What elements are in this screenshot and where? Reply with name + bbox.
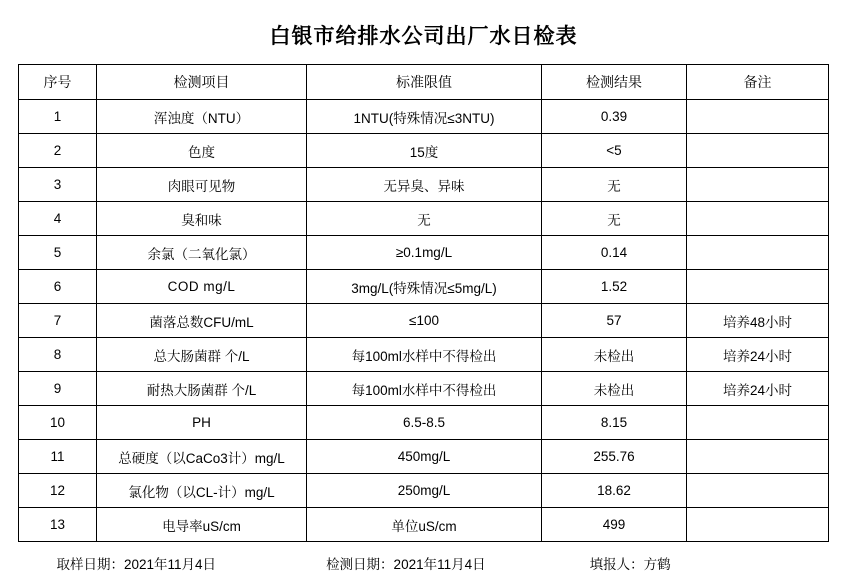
cell-result: 0.14 — [542, 236, 687, 270]
cell-item: 电导率uS/cm — [97, 508, 307, 542]
table-row — [19, 270, 829, 304]
cell-limit: 无 — [307, 202, 542, 236]
cell-result: 1.52 — [542, 270, 687, 304]
cell-remark: 培养24小时 — [687, 338, 829, 372]
table-row — [19, 474, 829, 508]
column-header-result: 检测结果 — [542, 65, 687, 100]
cell-no: 9 — [19, 372, 97, 406]
cell-limit: 6.5-8.5 — [307, 406, 542, 440]
cell-item: 耐热大肠菌群 个/L — [97, 372, 307, 406]
cell-result: 57 — [542, 304, 687, 338]
cell-remark — [687, 406, 829, 440]
sample-date: 取样日期：2021年11月4日 — [56, 557, 217, 572]
page-title: 白银市给排水公司出厂水日检表 — [269, 25, 578, 48]
cell-item: 氯化物（以CL-计）mg/L — [97, 474, 307, 508]
cell-limit: 1NTU(特殊情况≤3NTU) — [307, 100, 542, 134]
cell-item: 浑浊度（NTU） — [97, 100, 307, 134]
table-row — [19, 236, 829, 270]
cell-item: 色度 — [97, 134, 307, 168]
cell-limit: 每100ml水样中不得检出 — [307, 372, 542, 406]
cell-limit: 每100ml水样中不得检出 — [307, 338, 542, 372]
cell-result: 未检出 — [542, 338, 687, 372]
cell-remark — [687, 508, 829, 542]
cell-no: 8 — [19, 338, 97, 372]
water-quality-table — [18, 64, 829, 542]
cell-limit: 单位uS/cm — [307, 508, 542, 542]
cell-result: 0.39 — [542, 100, 687, 134]
table-row — [19, 338, 829, 372]
cell-no: 4 — [19, 202, 97, 236]
cell-remark: 培养48小时 — [687, 304, 829, 338]
cell-item: COD mg/L — [97, 270, 307, 304]
cell-no: 1 — [19, 100, 97, 134]
cell-remark — [687, 474, 829, 508]
cell-result: 未检出 — [542, 372, 687, 406]
cell-no: 10 — [19, 406, 97, 440]
cell-item: 余氯（二氧化氯） — [97, 236, 307, 270]
table-row — [19, 134, 829, 168]
cell-remark — [687, 236, 829, 270]
cell-no: 6 — [19, 270, 97, 304]
cell-limit: 无异臭、异味 — [307, 168, 542, 202]
cell-remark — [687, 100, 829, 134]
cell-limit: 3mg/L(特殊情况≤5mg/L) — [307, 270, 542, 304]
cell-no: 7 — [19, 304, 97, 338]
cell-result: 499 — [542, 508, 687, 542]
column-header-limit: 标准限值 — [307, 65, 542, 100]
cell-result: 18.62 — [542, 474, 687, 508]
cell-limit: 250mg/L — [307, 474, 542, 508]
column-header-no: 序号 — [19, 65, 97, 100]
table-row — [19, 372, 829, 406]
table-row — [19, 508, 829, 542]
cell-item: 总大肠菌群 个/L — [97, 338, 307, 372]
cell-item: 臭和味 — [97, 202, 307, 236]
table-row — [19, 100, 829, 134]
cell-no: 12 — [19, 474, 97, 508]
cell-remark — [687, 440, 829, 474]
cell-limit: 450mg/L — [307, 440, 542, 474]
table-row — [19, 168, 829, 202]
cell-no: 2 — [19, 134, 97, 168]
cell-limit: ≥0.1mg/L — [307, 236, 542, 270]
cell-result: <5 — [542, 134, 687, 168]
cell-no: 5 — [19, 236, 97, 270]
cell-limit: 15度 — [307, 134, 542, 168]
cell-item: 总硬度（以CaCo3计）mg/L — [97, 440, 307, 474]
cell-result: 无 — [542, 168, 687, 202]
cell-limit: ≤100 — [307, 304, 542, 338]
table-row — [19, 406, 829, 440]
cell-result: 255.76 — [542, 440, 687, 474]
filler-name: 填报人：方鹤 — [589, 557, 671, 572]
table-row — [19, 304, 829, 338]
table-row — [19, 202, 829, 236]
table-row — [19, 440, 829, 474]
cell-no: 3 — [19, 168, 97, 202]
test-date: 检测日期：2021年11月4日 — [326, 557, 486, 572]
cell-item: 肉眼可见物 — [97, 168, 307, 202]
column-header-item: 检测项目 — [97, 65, 307, 100]
cell-item: PH — [97, 406, 307, 440]
footer — [19, 542, 829, 573]
cell-no: 11 — [19, 440, 97, 474]
cell-remark: 培养24小时 — [687, 372, 829, 406]
cell-remark — [687, 270, 829, 304]
cell-result: 8.15 — [542, 406, 687, 440]
cell-no: 13 — [19, 508, 97, 542]
cell-result: 无 — [542, 202, 687, 236]
table-header-row — [19, 65, 829, 100]
cell-remark — [687, 202, 829, 236]
cell-remark — [687, 168, 829, 202]
cell-item: 菌落总数CFU/mL — [97, 304, 307, 338]
column-header-remark: 备注 — [687, 65, 829, 100]
cell-remark — [687, 134, 829, 168]
